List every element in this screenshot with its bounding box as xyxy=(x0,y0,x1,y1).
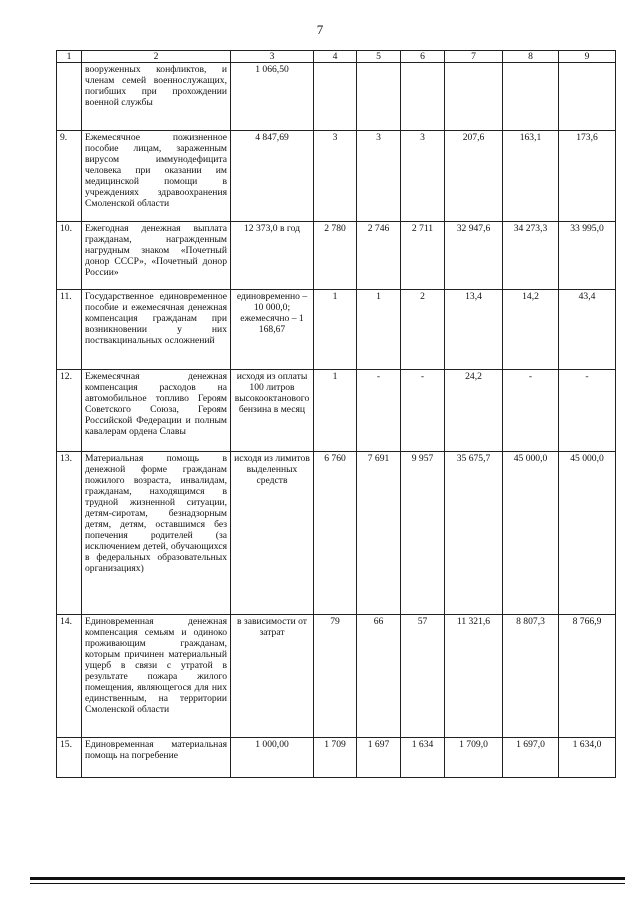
value-cell: - xyxy=(559,370,616,452)
table-row xyxy=(57,452,616,615)
value-cell: - xyxy=(503,370,559,452)
value-cell: 1 634 xyxy=(401,738,445,778)
bottom-rule-thin xyxy=(30,883,625,884)
value-cell: 79 xyxy=(314,615,357,738)
benefit-name: Ежемесячное пожизненное пособие лицам, зараженным вирусом иммунодефицита человека при оказании им медицинской помощи в учреждениях здравоохранения Смоленской области xyxy=(82,131,231,222)
benefit-amount: исходя из лимитов выделенных средств xyxy=(231,452,314,615)
value-cell: 1 xyxy=(314,370,357,452)
value-cell: 13,4 xyxy=(445,290,503,370)
value-cell: - xyxy=(401,370,445,452)
value-cell: 3 xyxy=(401,131,445,222)
value-cell: 45 000,0 xyxy=(503,452,559,615)
value-cell: - xyxy=(357,370,401,452)
value-cell: 173,6 xyxy=(559,131,616,222)
value-cell: 1 xyxy=(357,290,401,370)
value-cell xyxy=(445,63,503,131)
row-number: 15. xyxy=(57,738,82,778)
column-header: 9 xyxy=(559,51,616,63)
column-number-row xyxy=(57,51,616,63)
table-row xyxy=(57,131,616,222)
value-cell: 1 xyxy=(314,290,357,370)
row-number xyxy=(57,63,82,131)
benefit-name: вооруженных конфликтов, и членам семей военнослужащих, погибших при прохождении военной службы xyxy=(82,63,231,131)
value-cell xyxy=(401,63,445,131)
table-row xyxy=(57,370,616,452)
column-header: 2 xyxy=(82,51,231,63)
value-cell: 11 321,6 xyxy=(445,615,503,738)
value-cell: 35 675,7 xyxy=(445,452,503,615)
table-row xyxy=(57,615,616,738)
value-cell: 2 746 xyxy=(357,222,401,290)
row-number: 12. xyxy=(57,370,82,452)
value-cell: 9 957 xyxy=(401,452,445,615)
value-cell xyxy=(314,63,357,131)
benefit-amount: 12 373,0 в год xyxy=(231,222,314,290)
value-cell: 7 691 xyxy=(357,452,401,615)
value-cell: 1 697,0 xyxy=(503,738,559,778)
row-number: 11. xyxy=(57,290,82,370)
benefit-name: Единовременная материальная помощь на погребение xyxy=(82,738,231,778)
value-cell: 1 634,0 xyxy=(559,738,616,778)
value-cell xyxy=(503,63,559,131)
row-number: 13. xyxy=(57,452,82,615)
value-cell: 3 xyxy=(314,131,357,222)
table-row xyxy=(57,738,616,778)
value-cell: 43,4 xyxy=(559,290,616,370)
column-header: 8 xyxy=(503,51,559,63)
value-cell: 3 xyxy=(357,131,401,222)
value-cell: 34 273,3 xyxy=(503,222,559,290)
benefit-name: Ежемесячная денежная компенсация расходов на автомобильное топливо Героям Советского Союза, Героям Российской Федерации и полным кавалерам ордена Славы xyxy=(82,370,231,452)
value-cell: 163,1 xyxy=(503,131,559,222)
benefit-name: Материальная помощь в денежной форме гражданам пожилого возраста, инвалидам, гражданам, находящимся в трудной жизненной ситуации, детям-сиротам, безнадзорным детям, детям, оставшимся без попечения родителей (за исключением детей, обучающихся в федеральных образовательных организациях) xyxy=(82,452,231,615)
bottom-rule xyxy=(30,877,625,880)
benefit-name: Ежегодная денежная выплата гражданам, награжденным нагрудным знаком «Почетный донор СССР», «Почетный донор России» xyxy=(82,222,231,290)
column-header: 3 xyxy=(231,51,314,63)
benefits-table xyxy=(56,50,616,778)
value-cell: 32 947,6 xyxy=(445,222,503,290)
benefit-name: Единовременная денежная компенсация семьям и одиноко проживающим гражданам, которым причинен материальный ущерб в связи с утратой в результате пожара жилого помещения, являющегося для них единственным, на территории Смоленской области xyxy=(82,615,231,738)
row-number: 14. xyxy=(57,615,82,738)
table-row xyxy=(57,222,616,290)
table-row xyxy=(57,290,616,370)
value-cell xyxy=(559,63,616,131)
column-header: 4 xyxy=(314,51,357,63)
value-cell: 2 780 xyxy=(314,222,357,290)
row-number: 10. xyxy=(57,222,82,290)
value-cell: 57 xyxy=(401,615,445,738)
value-cell: 1 697 xyxy=(357,738,401,778)
value-cell: 33 995,0 xyxy=(559,222,616,290)
benefit-amount: 1 000,00 xyxy=(231,738,314,778)
benefit-amount: исходя из оплаты 100 литров высокооктанового бензина в месяц xyxy=(231,370,314,452)
benefit-amount: 1 066,50 xyxy=(231,63,314,131)
benefit-amount: единовременно – 10 000,0; ежемесячно – 1 168,67 xyxy=(231,290,314,370)
column-header: 7 xyxy=(445,51,503,63)
column-header: 5 xyxy=(357,51,401,63)
benefit-amount: 4 847,69 xyxy=(231,131,314,222)
value-cell xyxy=(357,63,401,131)
table-row xyxy=(57,63,616,131)
value-cell: 24,2 xyxy=(445,370,503,452)
value-cell: 2 xyxy=(401,290,445,370)
benefit-name: Государственное единовременное пособие и ежемесячная денежная компенсация гражданам при возникновении у них поствакцинальных осложнений xyxy=(82,290,231,370)
value-cell: 1 709,0 xyxy=(445,738,503,778)
value-cell: 14,2 xyxy=(503,290,559,370)
page-number: 7 xyxy=(316,22,324,37)
value-cell: 6 760 xyxy=(314,452,357,615)
column-header: 6 xyxy=(401,51,445,63)
value-cell: 45 000,0 xyxy=(559,452,616,615)
value-cell: 8 766,9 xyxy=(559,615,616,738)
benefit-amount: в зависимости от затрат xyxy=(231,615,314,738)
column-header: 1 xyxy=(57,51,82,63)
value-cell: 1 709 xyxy=(314,738,357,778)
row-number: 9. xyxy=(57,131,82,222)
value-cell: 207,6 xyxy=(445,131,503,222)
value-cell: 2 711 xyxy=(401,222,445,290)
value-cell: 8 807,3 xyxy=(503,615,559,738)
value-cell: 66 xyxy=(357,615,401,738)
